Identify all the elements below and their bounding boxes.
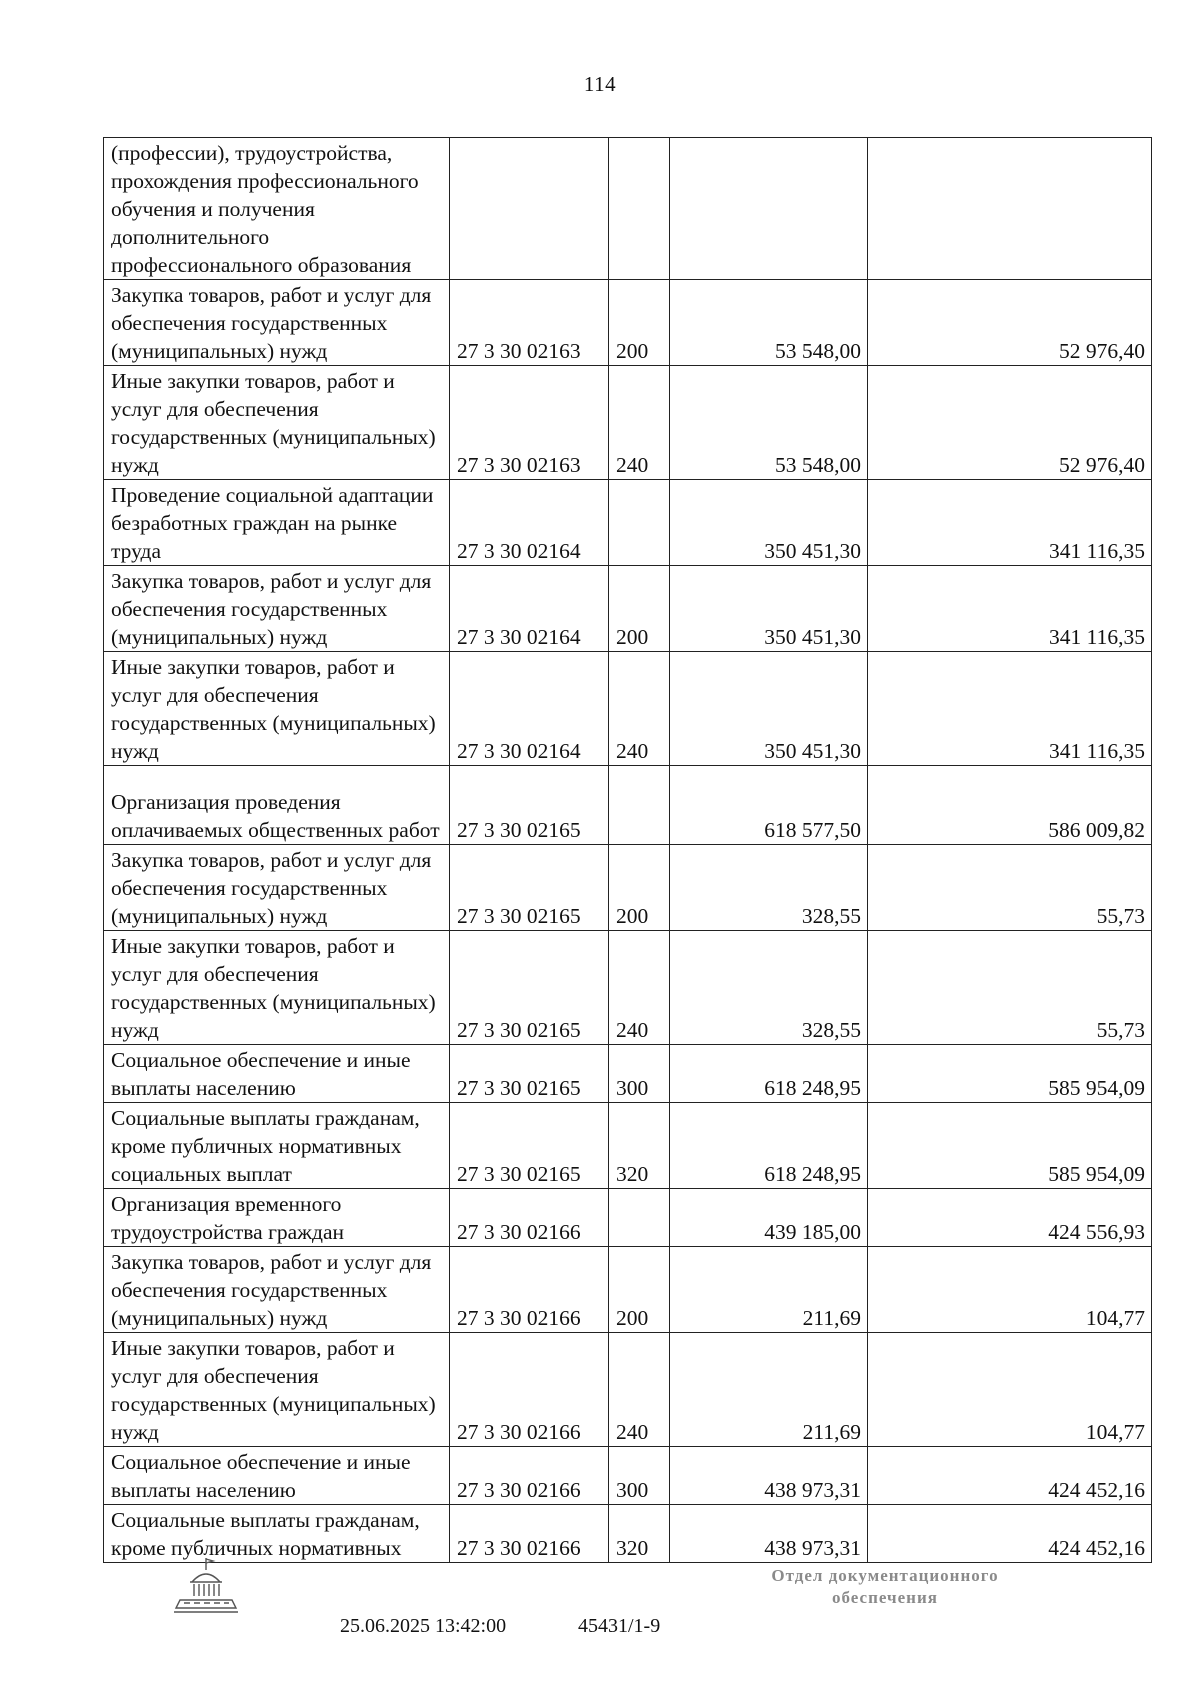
department-stamp-line1: Отдел документационного bbox=[771, 1566, 999, 1585]
row-amount-planned: 328,55 bbox=[670, 845, 868, 931]
row-expense-type: 240 bbox=[609, 1333, 670, 1447]
row-target-code: 27 3 30 02165 bbox=[450, 1045, 609, 1103]
table-row bbox=[104, 280, 1152, 366]
row-description: Социальное обеспечение и иные выплаты населению bbox=[104, 1447, 450, 1505]
row-expense-type: 240 bbox=[609, 931, 670, 1045]
row-amount-planned: 618 248,95 bbox=[670, 1103, 868, 1189]
row-target-code: 27 3 30 02166 bbox=[450, 1247, 609, 1333]
row-amount-planned: 350 451,30 bbox=[670, 480, 868, 566]
row-target-code: 27 3 30 02165 bbox=[450, 766, 609, 845]
table-row bbox=[104, 366, 1152, 480]
row-amount-executed: 52 976,40 bbox=[868, 366, 1152, 480]
duma-building-icon bbox=[170, 1556, 242, 1618]
department-stamp-line2: обеспечения bbox=[832, 1588, 938, 1607]
row-amount-executed: 585 954,09 bbox=[868, 1045, 1152, 1103]
table-row bbox=[104, 1247, 1152, 1333]
row-amount-executed: 52 976,40 bbox=[868, 280, 1152, 366]
table-row bbox=[104, 652, 1152, 766]
row-description: Проведение социальной адаптации безработных граждан на рынке труда bbox=[104, 480, 450, 566]
row-description: Закупка товаров, работ и услуг для обеспечения государственных (муниципальных) нужд bbox=[104, 1247, 450, 1333]
row-amount-planned: 438 973,31 bbox=[670, 1505, 868, 1563]
row-amount-planned: 53 548,00 bbox=[670, 280, 868, 366]
row-expense-type: 200 bbox=[609, 845, 670, 931]
row-amount-executed: 55,73 bbox=[868, 845, 1152, 931]
table-row bbox=[104, 845, 1152, 931]
table-row bbox=[104, 1189, 1152, 1247]
page-number: 114 bbox=[583, 72, 617, 96]
row-target-code: 27 3 30 02164 bbox=[450, 652, 609, 766]
row-amount-executed: 585 954,09 bbox=[868, 1103, 1152, 1189]
row-expense-type: 200 bbox=[609, 280, 670, 366]
row-description: Социальные выплаты гражданам, кроме публичных нормативных bbox=[104, 1505, 450, 1563]
row-amount-planned: 438 973,31 bbox=[670, 1447, 868, 1505]
row-expense-type: 300 bbox=[609, 1045, 670, 1103]
table-row bbox=[104, 566, 1152, 652]
table-row bbox=[104, 766, 1152, 845]
row-amount-planned: 439 185,00 bbox=[670, 1189, 868, 1247]
row-target-code: 27 3 30 02164 bbox=[450, 566, 609, 652]
row-description: Иные закупки товаров, работ и услуг для обеспечения государственных (муниципальных) нужд bbox=[104, 1333, 450, 1447]
table-row bbox=[104, 931, 1152, 1045]
row-expense-type: 240 bbox=[609, 652, 670, 766]
row-amount-planned: 618 248,95 bbox=[670, 1045, 868, 1103]
row-target-code: 27 3 30 02166 bbox=[450, 1189, 609, 1247]
row-amount-planned bbox=[670, 138, 868, 280]
row-description: Организация временного трудоустройства граждан bbox=[104, 1189, 450, 1247]
page-footer bbox=[0, 1550, 1200, 1680]
row-expense-type: 320 bbox=[609, 1103, 670, 1189]
row-description: Иные закупки товаров, работ и услуг для обеспечения государственных (муниципальных) нужд bbox=[104, 366, 450, 480]
row-target-code: 27 3 30 02163 bbox=[450, 366, 609, 480]
row-expense-type: 320 bbox=[609, 1505, 670, 1563]
row-target-code: 27 3 30 02166 bbox=[450, 1447, 609, 1505]
row-expense-type: 200 bbox=[609, 1247, 670, 1333]
row-target-code bbox=[450, 138, 609, 280]
table-row bbox=[104, 138, 1152, 280]
row-target-code: 27 3 30 02163 bbox=[450, 280, 609, 366]
row-description: Закупка товаров, работ и услуг для обеспечения государственных (муниципальных) нужд bbox=[104, 566, 450, 652]
row-target-code: 27 3 30 02164 bbox=[450, 480, 609, 566]
row-amount-planned: 53 548,00 bbox=[670, 366, 868, 480]
table-row bbox=[104, 1103, 1152, 1189]
registration-number: 45431/1-9 bbox=[578, 1615, 661, 1637]
row-description: Социальное обеспечение и иные выплаты населению bbox=[104, 1045, 450, 1103]
row-amount-executed: 55,73 bbox=[868, 931, 1152, 1045]
row-amount-executed: 104,77 bbox=[868, 1333, 1152, 1447]
row-expense-type bbox=[609, 480, 670, 566]
row-target-code: 27 3 30 02166 bbox=[450, 1333, 609, 1447]
row-expense-type: 300 bbox=[609, 1447, 670, 1505]
table-row bbox=[104, 1447, 1152, 1505]
row-description: Иные закупки товаров, работ и услуг для обеспечения государственных (муниципальных) нужд bbox=[104, 652, 450, 766]
row-amount-planned: 328,55 bbox=[670, 931, 868, 1045]
row-amount-planned: 350 451,30 bbox=[670, 652, 868, 766]
row-amount-executed: 341 116,35 bbox=[868, 480, 1152, 566]
row-expense-type: 200 bbox=[609, 566, 670, 652]
row-description: Иные закупки товаров, работ и услуг для обеспечения государственных (муниципальных) нужд bbox=[104, 931, 450, 1045]
row-amount-planned: 211,69 bbox=[670, 1247, 868, 1333]
department-stamp bbox=[735, 1565, 1035, 1609]
row-amount-planned: 211,69 bbox=[670, 1333, 868, 1447]
row-expense-type bbox=[609, 1189, 670, 1247]
budget-table bbox=[103, 137, 1152, 1563]
table-row bbox=[104, 480, 1152, 566]
row-amount-executed: 104,77 bbox=[868, 1247, 1152, 1333]
row-target-code: 27 3 30 02165 bbox=[450, 931, 609, 1045]
row-expense-type bbox=[609, 766, 670, 845]
document-timestamp: 25.06.2025 13:42:00 bbox=[340, 1615, 507, 1637]
row-description: (профессии), трудоустройства, прохождения профессионального обучения и получения дополнительного профессионального образования bbox=[104, 138, 450, 280]
row-description: Социальные выплаты гражданам, кроме публичных нормативных социальных выплат bbox=[104, 1103, 450, 1189]
row-description: Закупка товаров, работ и услуг для обеспечения государственных (муниципальных) нужд bbox=[104, 280, 450, 366]
table-body bbox=[104, 138, 1152, 1563]
row-amount-executed bbox=[868, 138, 1152, 280]
row-amount-executed: 424 556,93 bbox=[868, 1189, 1152, 1247]
table-row bbox=[104, 1333, 1152, 1447]
row-target-code: 27 3 30 02165 bbox=[450, 845, 609, 931]
row-amount-planned: 618 577,50 bbox=[670, 766, 868, 845]
table-row bbox=[104, 1045, 1152, 1103]
row-target-code: 27 3 30 02165 bbox=[450, 1103, 609, 1189]
row-amount-planned: 350 451,30 bbox=[670, 566, 868, 652]
row-expense-type: 240 bbox=[609, 366, 670, 480]
row-amount-executed: 586 009,82 bbox=[868, 766, 1152, 845]
row-expense-type bbox=[609, 138, 670, 280]
row-target-code: 27 3 30 02166 bbox=[450, 1505, 609, 1563]
row-amount-executed: 424 452,16 bbox=[868, 1447, 1152, 1505]
row-amount-executed: 341 116,35 bbox=[868, 652, 1152, 766]
row-amount-executed: 424 452,16 bbox=[868, 1505, 1152, 1563]
row-description: Закупка товаров, работ и услуг для обеспечения государственных (муниципальных) нужд bbox=[104, 845, 450, 931]
row-amount-executed: 341 116,35 bbox=[868, 566, 1152, 652]
row-description: Организация проведения оплачиваемых общественных работ bbox=[104, 766, 450, 845]
